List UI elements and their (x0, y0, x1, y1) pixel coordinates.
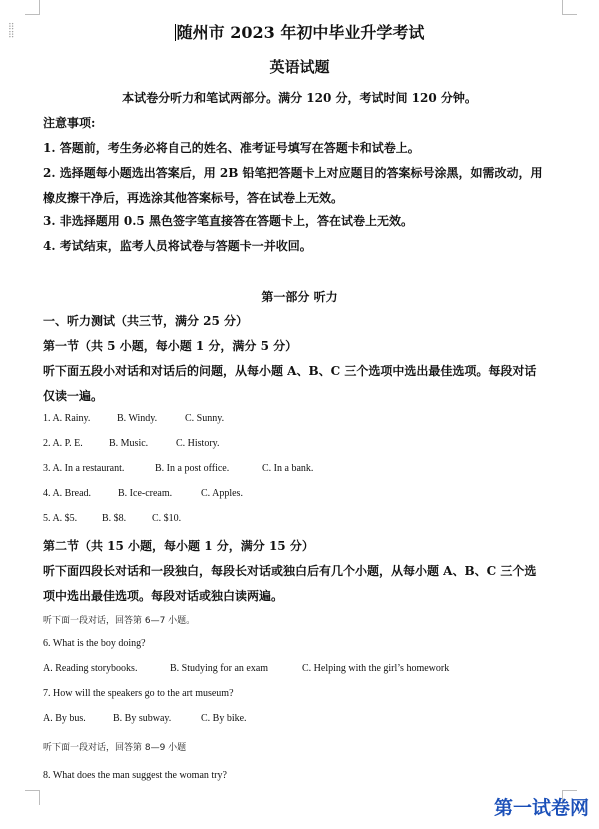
question-row: 5. A. $5. B. $8. C. $10. (43, 513, 182, 524)
note-item: 4. 考试结束，监考人员将试卷与答题卡一并收回。 (43, 239, 312, 253)
part-title: 第一部分 听力 (261, 290, 338, 304)
subsection-heading: 第二节（共 15 小题，每小题 1 分，满分 15 分） (43, 539, 314, 553)
section-heading: 一、听力测试（共三节，满分 25 分） (43, 314, 249, 328)
document-title: 随州市 2023 年初中毕业升学考试 (176, 23, 425, 42)
question-row: 1. A. Rainy. B. Windy. C. Sunny. (43, 413, 225, 424)
note-item: 1. 答题前，考生务必将自己的姓名、准考证号填写在答题卡和试卷上。 (43, 141, 420, 155)
note-item: 3. 非选择题用 0.5 黑色签字笔直接答在答题卡上，答在试卷上无效。 (43, 214, 413, 228)
question-row: 3. A. In a restaurant. B. In a post office. C. In a bank. (43, 463, 314, 474)
instructions: 听下面五段小对话和对话后的问题，从每小题 A、B、C 三个选项中选出最佳选项。每段对话 (43, 364, 537, 378)
listening-note: 听下面一段对话，回答第 6—7 小题。 (43, 616, 196, 626)
exam-info: 本试卷分听力和笔试两部分。满分 120 分，考试时间 120 分钟。 (122, 91, 477, 105)
listening-note: 听下面一段对话，回答第 8—9 小题 (43, 743, 187, 753)
text-cursor (175, 24, 176, 41)
instructions-continued: 仅读一遍。 (43, 389, 104, 403)
question-text: 7. How will the speakers go to the art museum? (43, 688, 234, 699)
crop-mark-top-right (562, 0, 577, 15)
question-options: A. Reading storybooks. B. Studying for an exam C. Helping with the girl’s homework (43, 663, 450, 674)
note-item: 2. 选择题每小题选出答案后，用 2B 铅笔把答题卡上对应题目的答案标号涂黑，如需改动，用 (43, 166, 543, 180)
instructions: 听下面四段长对话和一段独白，每段长对话或独白后有几个小题，从每小题 A、B、C 三个选 (43, 564, 537, 578)
notes-heading: 注意事项: (43, 116, 96, 130)
question-row: 2. A. P. E. B. Music. C. History. (43, 438, 220, 449)
question-row: 4. A. Bread. B. Ice-cream. C. Apples. (43, 488, 243, 499)
note-item-continued: 橡皮擦干净后，再选涂其他答案标号，答在试卷上无效。 (43, 191, 344, 205)
drag-handle-icon[interactable]: ⠿ ⠿ (8, 23, 16, 41)
instructions-continued: 项中选出最佳选项。每段对话或独白读两遍。 (43, 589, 284, 603)
document-subtitle: 英语试题 (269, 58, 330, 76)
watermark-logo: 第一试卷网 (493, 797, 589, 819)
crop-mark-bottom-left (25, 790, 40, 805)
question-text: 6. What is the boy doing? (43, 638, 146, 649)
subsection-heading: 第一节（共 5 小题，每小题 1 分，满分 5 分） (43, 339, 298, 353)
question-options: A. By bus. B. By subway. C. By bike. (43, 713, 247, 724)
question-text: 8. What does the man suggest the woman try? (43, 770, 227, 781)
crop-mark-top-left (25, 0, 40, 15)
